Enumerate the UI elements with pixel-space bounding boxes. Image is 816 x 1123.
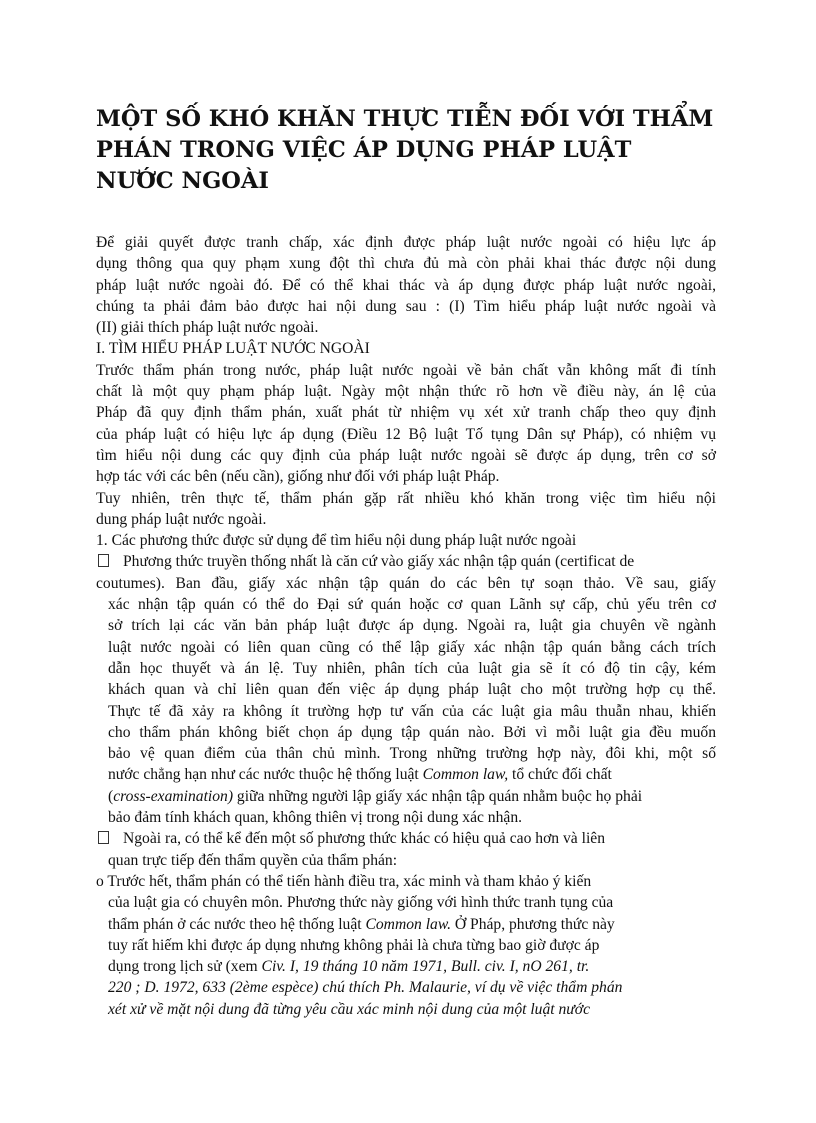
text-line: Tuy nhiên, trên thực tế, thẩm phán gặp rất nhiều khó khăn trong việc tìm hiểu nội xyxy=(96,489,716,507)
text-line: dẫn học thuyết và án lệ. Tuy nhiên, phân tích của luật gia sẽ ít có độ tin cậy, kém xyxy=(108,659,716,677)
text-segment: giữa những người lập giấy xác nhận tập quán nhằm buộc họ phải xyxy=(233,787,643,805)
text-line-italic: xét xử về mặt nội dung đã từng yêu cầu xác minh nội dung của một luật nước xyxy=(108,1000,591,1018)
text-line: của luật gia có chuyên môn. Phương thức này giống với hình thức tranh tụng của xyxy=(108,894,614,912)
text-line: sở trích lại các văn bản pháp luật được áp dụng. Ngoài ra, luật gia chuyên về ngành xyxy=(108,617,716,635)
document-title: MỘT SỐ KHÓ KHĂN THỰC TIỄN ĐỐI VỚI THẨM PHÁN TRONG VIỆC ÁP DỤNG PHÁP LUẬT NƯỚC NGOÀI xyxy=(96,106,714,194)
text-line: tuy rất hiếm khi được áp dụng nhưng không phải là chưa từng bao giờ được áp xyxy=(108,936,600,954)
italic-segment: Common law. xyxy=(365,915,451,933)
text-line: cho thẩm phán không biết chọn áp dụng tập quán nào. Bởi vì mỗi luật gia đều muốn xyxy=(108,723,716,741)
text-line: dụng thông qua quy phạm xung đột thì chưa đủ mà còn phải khai thác được nội dung xyxy=(96,255,716,273)
text-segment: ( xyxy=(108,787,114,805)
text-line-mixed xyxy=(96,914,716,935)
bullet-box-icon xyxy=(98,831,109,844)
text-line: Thực tế đã xảy ra không ít trường hợp tư vấn của các luật gia mâu thuẫn nhau, khiến xyxy=(108,702,716,720)
bullet-line xyxy=(96,551,716,572)
text-segment: tổ chức đối chất xyxy=(508,766,612,784)
text-line: bảo vệ quan điểm của thân chủ mình. Trong những trường hợp này, đôi khi, một số xyxy=(108,745,716,763)
text-line: bảo đảm tính khách quan, không thiên vị trong nội dung xác nhận. xyxy=(108,809,523,827)
document-body xyxy=(96,232,716,1020)
text-line: Phương thức truyền thống nhất là căn cứ vào giấy xác nhận tập quán (certificat de xyxy=(123,553,635,571)
text-line-mixed xyxy=(96,786,716,807)
text-line: pháp luật nước ngoài đó. Để có thể khai thác và áp dụng được pháp luật nước ngoài, xyxy=(96,276,716,294)
text-line-italic: 220 ; D. 1972, 633 (2ème espèce) chú thích Ph. Malaurie, ví dụ về việc thẩm phán xyxy=(108,979,623,997)
text-segment: Ở Pháp, phương thức này xyxy=(450,915,615,933)
section-heading: I. TÌM HIỂU PHÁP LUẬT NƯỚC NGOÀI xyxy=(96,340,370,358)
text-line-mixed xyxy=(96,956,716,977)
text-line: luật nước ngoài có liên quan cũng có thể lập giấy xác nhận tập quán bằng cách trích xyxy=(108,638,716,656)
text-line: khách quan và chỉ liên quan đến việc áp dụng pháp luật cho một trường hợp cụ thể. xyxy=(108,681,716,699)
italic-segment: cross-examination) xyxy=(113,787,234,805)
italic-segment: Common law, xyxy=(422,766,509,784)
text-line: của pháp luật có hiệu lực áp dụng (Điều 12 Bộ luật Tố tụng Dân sự Pháp), có nhiệm vụ xyxy=(96,425,716,443)
italic-segment: Civ. I, 19 tháng 10 năm 1971, Bull. civ. I, nO 261, tr. xyxy=(261,958,590,976)
text-line: chúng ta phải đảm bảo được hai nội dung sau : (I) Tìm hiểu pháp luật nước ngoài và xyxy=(96,297,716,315)
text-line: chất là một quy phạm pháp luật. Ngày một nhận thức rõ hơn về điều này, án lệ của xyxy=(96,383,716,401)
text-line: Để giải quyết được tranh chấp, xác định được pháp luật nước ngoài có hiệu lực áp xyxy=(96,234,716,251)
text-line-mixed xyxy=(96,764,716,785)
text-line: Trước thẩm phán trong nước, pháp luật nước ngoài về bản chất vẫn không mất đi tính xyxy=(96,361,716,379)
text-line: (II) giải thích pháp luật nước ngoài. xyxy=(96,319,319,337)
text-line: o Trước hết, thẩm phán có thể tiến hành điều tra, xác minh và tham khảo ý kiến xyxy=(96,872,592,890)
text-line: Ngoài ra, có thể kể đến một số phương thức khác có hiệu quả cao hơn và liên xyxy=(123,830,606,848)
subsection-heading: 1. Các phương thức được sử dụng để tìm hiểu nội dung pháp luật nước ngoài xyxy=(96,532,577,550)
text-segment: dụng trong lịch sử (xem xyxy=(108,958,262,976)
text-line: coutumes). Ban đầu, giấy xác nhận tập quán do các bên tự soạn thảo. Về sau, giấy xyxy=(96,574,716,592)
text-line: xác nhận tập quán có thể do Đại sứ quán hoặc cơ quan Lãnh sự cấp, chủ yếu trên cơ xyxy=(108,596,716,614)
text-line: dung pháp luật nước ngoài. xyxy=(96,510,267,528)
bullet-box-icon xyxy=(98,554,109,567)
text-line: hợp tác với các bên (nếu cần), giống như đối với pháp luật Pháp. xyxy=(96,468,500,486)
text-segment: thẩm phán ở các nước theo hệ thống luật xyxy=(108,915,366,933)
text-line: quan trực tiếp đến thẩm quyền của thẩm phán: xyxy=(108,851,398,869)
text-segment: nước chẳng hạn như các nước thuộc hệ thống luật xyxy=(108,766,423,784)
text-line: Pháp đã quy định thẩm phán, xuất phát từ nhiệm vụ xét xử tranh chấp theo quy định xyxy=(96,404,716,422)
bullet-line xyxy=(96,828,716,849)
text-line: tìm hiểu nội dung các quy định của pháp luật nước ngoài sẽ được áp dụng, trên cơ sở xyxy=(96,446,716,464)
